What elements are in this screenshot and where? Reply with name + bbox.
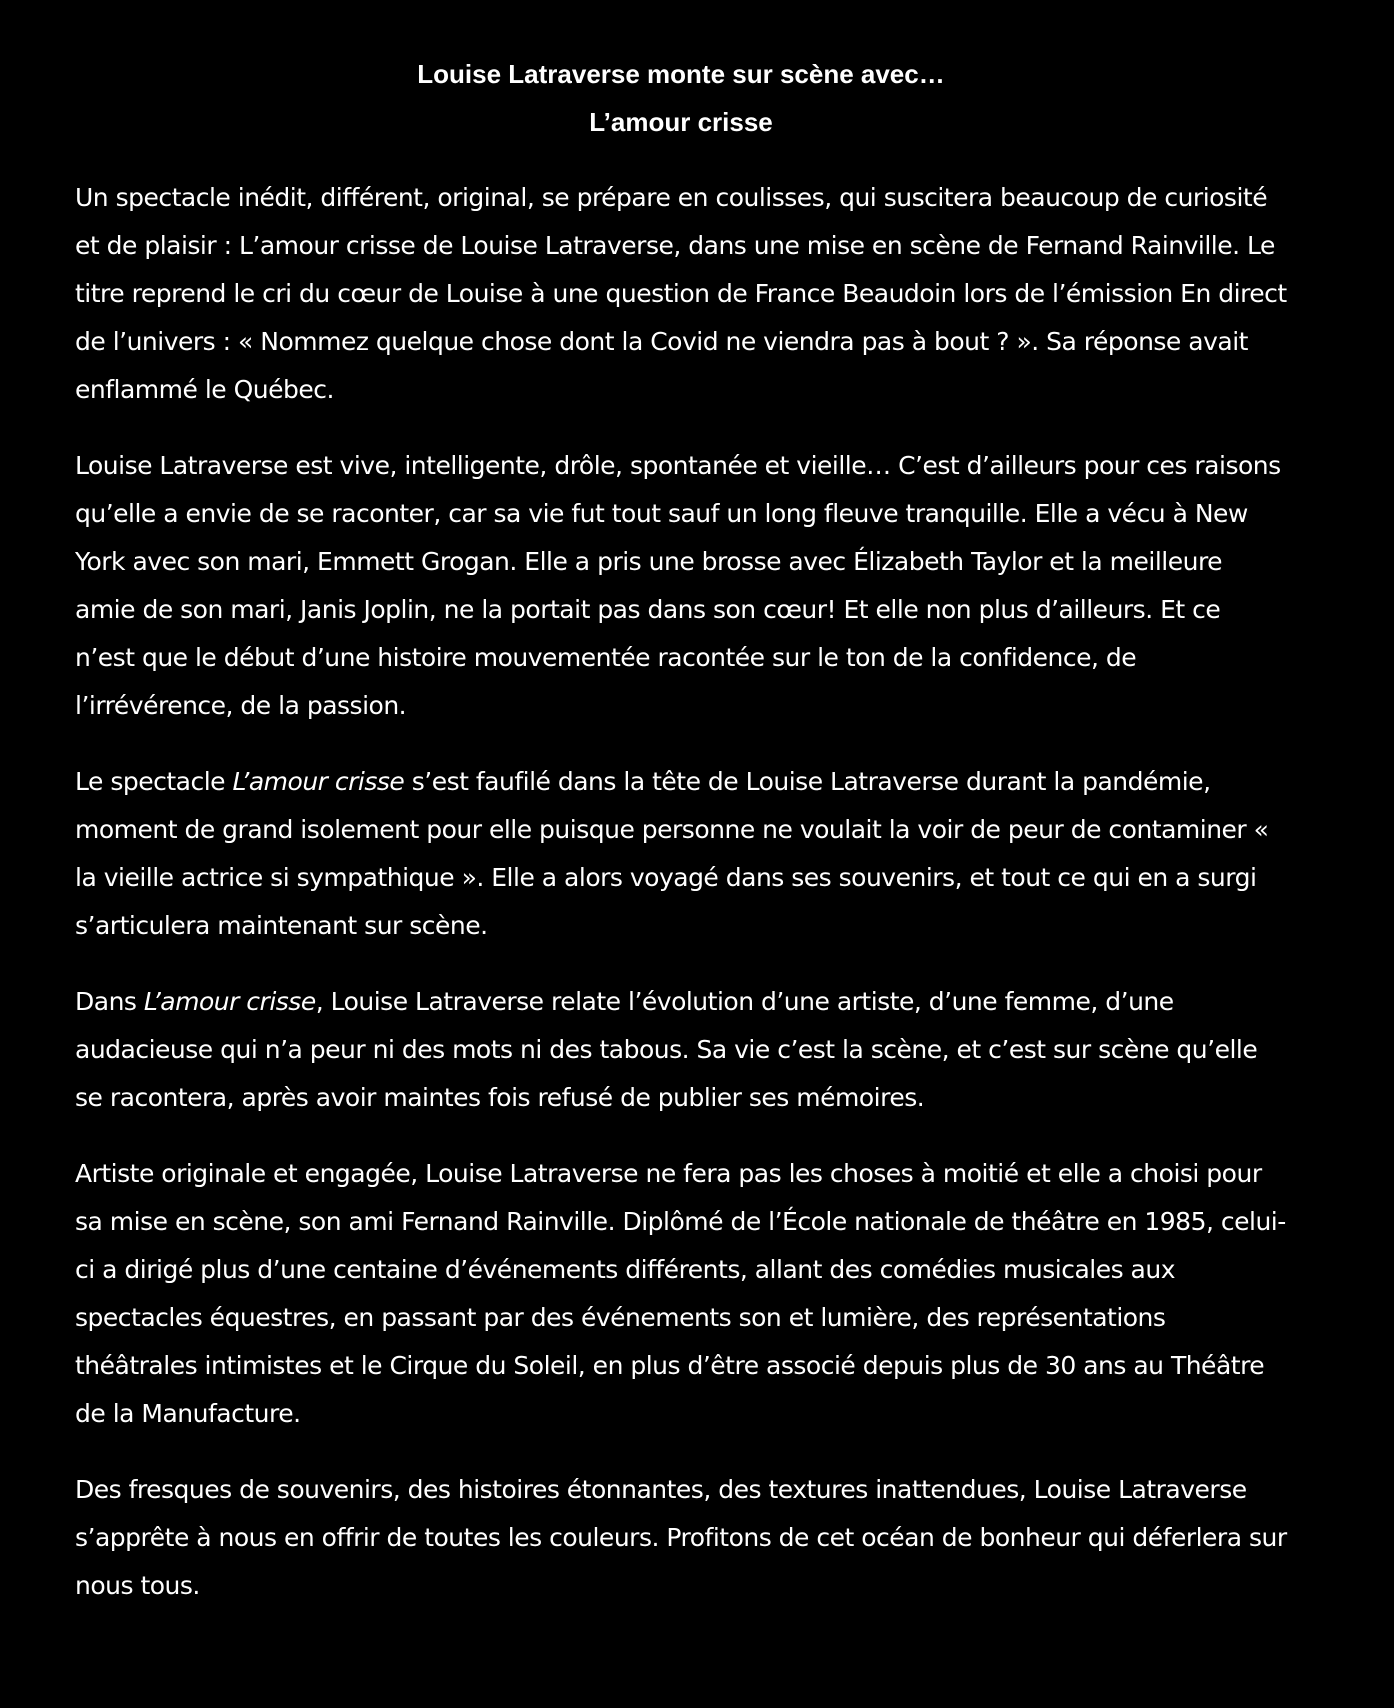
paragraph-3 bbox=[75, 758, 1287, 950]
paragraph-2: Louise Latraverse est vive, intelligente, drôle, spontanée et vieille… C’est d’ailleurs pour ces raisons qu’elle a envie de se raconter, car sa vie fut tout sauf un long fleuve tranquille. Elle a vécu à New York avec son mari, Emmett Grogan. Elle a pris une brosse avec Élizabeth Taylor et la meilleure amie de son mari, Janis Joplin, ne la portait pas dans son cœur! Et elle non plus d’ailleurs. Et ce n’est que le début d’une histoire mouvementée racontée sur le ton de la confidence, de l’irrévérence, de la passion. bbox=[75, 451, 1281, 720]
paragraph-3-after: s’est faufilé dans la tête de Louise Latraverse durant la pandémie, moment de grand isolement pour elle puisque personne ne voulait la voir de peur de contaminer « la vieille actrice si sympathique ». Elle a alors voyagé dans ses souvenirs, et tout ce qui en a surgi s’articulera maintenant sur scène. bbox=[75, 767, 1269, 940]
paragraph-5: Artiste originale et engagée, Louise Latraverse ne fera pas les choses à moitié et elle a choisi pour sa mise en scène, son ami Fernand Rainville. Diplômé de l’École nationale de théâtre en 1985, celui-ci a dirigé plus d’une centaine d’événements différents, allant des comédies musicales aux spectacles équestres, en passant par des événements son et lumière, des représentations théâtrales intimistes et le Cirque du Soleil, en plus d’être associé depuis plus de 30 ans au Théâtre de la Manufacture. bbox=[75, 1159, 1286, 1428]
article-heading bbox=[75, 50, 1287, 146]
heading-line-1: Louise Latraverse monte sur scène avec… bbox=[417, 59, 945, 89]
heading-line-2: L’amour crisse bbox=[589, 107, 773, 137]
paragraph-6: Des fresques de souvenirs, des histoires étonnantes, des textures inattendues, Louise Latraverse s’apprête à nous en offrir de toutes les couleurs. Profitons de cet océan de bonheur qui déferlera sur nous tous. bbox=[75, 1475, 1287, 1600]
paragraph-4 bbox=[75, 978, 1287, 1122]
paragraph-4-after: , Louise Latraverse relate l’évolution d’une artiste, d’une femme, d’une audacieuse qui n’a peur ni des mots ni des tabous. Sa vie c’est la scène, et c’est sur scène qu’elle se racontera, après avoir maintes fois refusé de publier ses mémoires. bbox=[75, 987, 1258, 1112]
paragraph-3-before: Le spectacle bbox=[75, 767, 233, 796]
paragraph-4-italic-title: L’amour crisse bbox=[143, 987, 316, 1016]
paragraph-4-before: Dans bbox=[75, 987, 144, 1016]
article bbox=[75, 0, 1287, 1610]
article-body bbox=[75, 174, 1287, 1610]
paragraph-1: Un spectacle inédit, différent, original, se prépare en coulisses, qui suscitera beaucoup de curiosité et de plaisir : L’amour crisse de Louise Latraverse, dans une mise en scène de Fernand Rainville. Le titre reprend le cri du cœur de Louise à une question de France Beaudoin lors de l’émission En direct de l’univers : « Nommez quelque chose dont la Covid ne viendra pas à bout ? ». Sa réponse avait enflammé le Québec. bbox=[75, 183, 1287, 404]
paragraph-3-italic-title: L’amour crisse bbox=[232, 767, 405, 796]
